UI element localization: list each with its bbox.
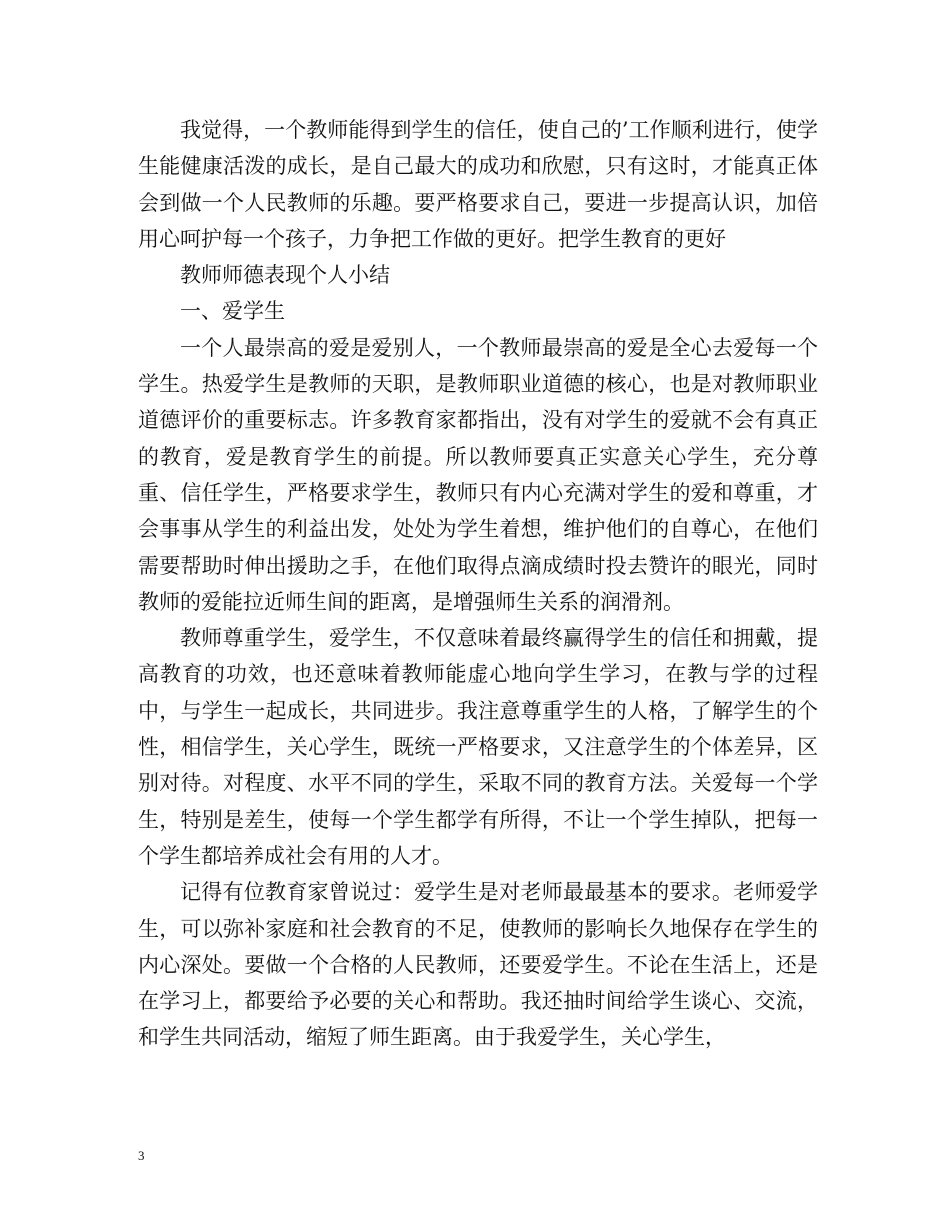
document-body bbox=[138, 112, 818, 1056]
paragraph-educator-quote: 记得有位教育家曾说过：爱学生是对老师最最基本的要求。老师爱学生，可以弥补家庭和社会教育的不足，使教师的影响长久地保存在学生的内心深处。要做一个合格的人民教师，还要爱学生。不论在生活上，还是在学习上，都要给予必要的关心和帮助。我还抽时间给学生谈心、交流，和学生共同活动，缩短了师生距离。由于我爱学生，关心学生， bbox=[138, 880, 818, 1050]
paragraph-respect-students: 教师尊重学生，爱学生，不仅意味着最终赢得学生的信任和拥戴，提高教育的功效，也还意味着教师能虚心地向学生学习，在教与学的过程中，与学生一起成长，共同进步。我注意尊重学生的人格，了解学生的个性，相信学生，关心学生，既统一严格要求，又注意学生的个体差异，区别对待。对程度、水平不同的学生，采取不同的教育方法。关爱每一个学生，特别是差生，使每一个学生都学有所得，不让一个学生掉队，把每一个学生都培养成社会有用的人才。 bbox=[138, 626, 818, 868]
section-title: 教师师德表现个人小结 bbox=[180, 263, 390, 288]
page-number: 3 bbox=[138, 1148, 145, 1163]
paragraph-love-others: 一个人最崇高的爱是爱别人，一个教师最崇高的爱是全心去爱每一个学生。热爱学生是教师的天职，是教师职业道德的核心，也是对教师职业道德评价的重要标志。许多教育家都指出，没有对学生的爱就不会有真正的教育，爱是教育学生的前提。所以教师要真正实意关心学生，充分尊重、信任学生，严格要求学生，教师只有内心充满对学生的爱和尊重，才会事事从学生的利益出发，处处为学生着想，维护他们的自尊心，在他们需要帮助时伸出援助之手，在他们取得点滴成绩时投去赞许的眼光，同时教师的爱能拉近师生间的距离，是增强师生关系的润滑剂。 bbox=[138, 335, 818, 614]
paragraph-intro: 我觉得，一个教师能得到学生的信任，使自己的’工作顺利进行，使学生能健康活泼的成长，是自己最大的成功和欣慰，只有这时，才能真正体会到做一个人民教师的乐趣。要严格要求自己，要进一步提高认识，加倍用心呵护每一个孩子，力争把工作做的更好。把学生教育的更好 bbox=[138, 118, 818, 251]
section-heading-love-students: 一、爱学生 bbox=[180, 299, 285, 324]
